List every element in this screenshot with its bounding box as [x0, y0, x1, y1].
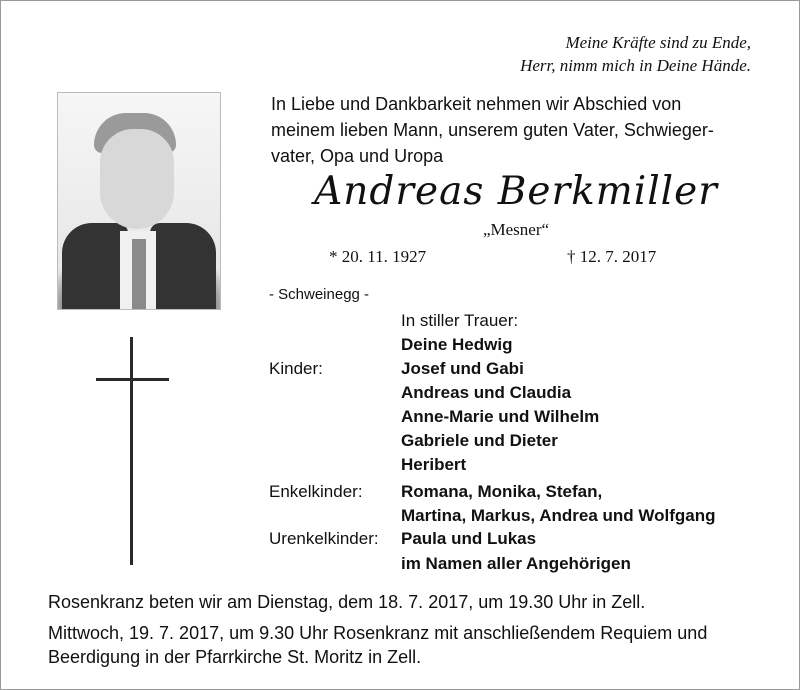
intro-line-1: In Liebe und Dankbarkeit nehmen wir Abschied von [271, 94, 682, 114]
child-entry: Josef und Gabi [401, 359, 524, 378]
cross-icon [130, 337, 133, 565]
mourning-intro: In stiller Trauer: [401, 311, 519, 330]
hometown: - Schweinegg - [269, 286, 370, 303]
motto [1, 31, 751, 77]
birth-date: * 20. 11. 1927 [329, 247, 427, 266]
motto-line-2: Herr, nimm mich in Deine Hände. [520, 56, 751, 75]
children-label: Kinder: [269, 359, 323, 378]
deceased-nickname: „Mesner“ [482, 220, 550, 239]
death-date: † 12. 7. 2017 [567, 247, 657, 266]
child-entry: Gabriele und Dieter [401, 431, 558, 450]
rosary-notice: Rosenkranz beten wir am Dienstag, dem 18. 7. 2017, um 19.30 Uhr in Zell. [48, 592, 646, 612]
funeral-line-2: Beerdigung in der Pfarrkirche St. Moritz in Zell. [48, 647, 422, 667]
motto-line-1: Meine Kräfte sind zu Ende, [565, 33, 751, 52]
great-grandchildren-label: Urenkelkinder: [269, 529, 379, 548]
grandchildren-entry: Martina, Markus, Andrea und Wolfgang [401, 506, 716, 525]
child-entry: Anne-Marie und Wilhelm [401, 407, 600, 426]
relatives-line: im Namen aller Angehörigen [401, 554, 631, 573]
funeral-line-1: Mittwoch, 19. 7. 2017, um 9.30 Uhr Rosenkranz mit anschließendem Requiem und [48, 623, 708, 643]
child-entry: Heribert [401, 455, 467, 474]
intro-text [271, 91, 781, 169]
child-entry: Andreas und Claudia [401, 383, 572, 402]
portrait-photo [57, 92, 221, 310]
great-grandchildren-entry: Paula und Lukas [401, 529, 537, 548]
grandchildren-label: Enkelkinder: [269, 482, 363, 501]
grandchildren-entry: Romana, Monika, Stefan, [401, 482, 603, 501]
intro-line-2: meinem lieben Mann, unserem guten Vater, Schwieger- [271, 120, 714, 140]
funeral-notice [48, 621, 778, 669]
deceased-name: Andreas Berkmiller [314, 169, 718, 214]
intro-line-3: vater, Opa und Uropa [271, 146, 444, 166]
wife-name: Deine Hedwig [401, 335, 513, 354]
cross-icon-bar [96, 378, 169, 381]
